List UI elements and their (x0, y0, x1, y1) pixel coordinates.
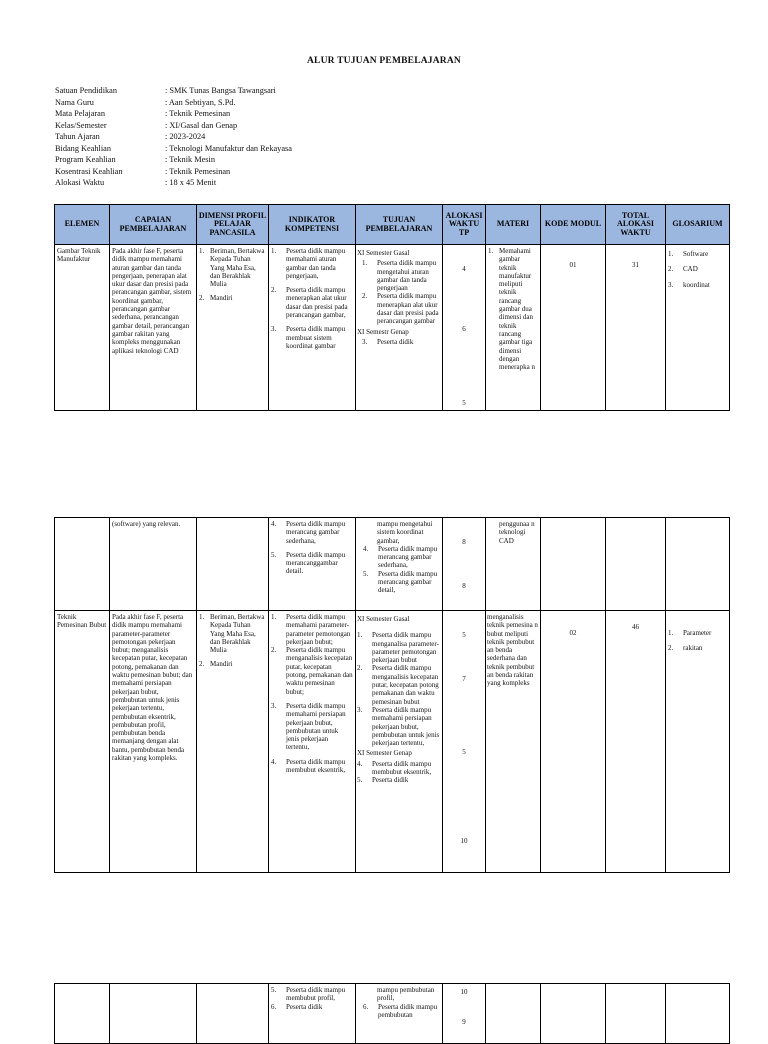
cell-kode (541, 984, 606, 1044)
meta-row (55, 131, 292, 143)
cell-alokasi (443, 245, 486, 411)
cell-glosarium (666, 245, 730, 411)
cell-capaian: Pada akhir fase F, peserta didik mampu memahami parameter-parameter pemotongan pekerjaan bubut; menganalisis kecepatan putar, kecepatan potong, pemakanan dan waktu pemesinan bubut; dan memahami persiapan pekerjaan bubut, pembubutan untuk jenis pekerjaan tertentu, pembubutan eksentrik, pembubutan profil, pembubutan benda memanjang dengan alat bantu, pembubutan benda rakitan yang kompleks. (110, 611, 197, 873)
meta-row (55, 85, 292, 97)
meta-row (55, 108, 292, 120)
indikator-text: Peserta didik mampu membubut eksentrik, (286, 757, 346, 775)
table-row (55, 611, 730, 873)
alokasi-value: 5 (462, 748, 466, 756)
cell-indikator (269, 611, 356, 873)
cell-indikator (269, 984, 356, 1044)
dimensi-text: Mandiri (210, 294, 233, 303)
cell-tujuan (356, 518, 443, 611)
list-item: 6. Peserta didik (271, 1002, 323, 1011)
glosarium-text: Software (683, 250, 709, 258)
cell-glosarium (666, 611, 730, 873)
cell-tujuan (356, 611, 443, 873)
meta-label: Alokasi Waktu (55, 178, 105, 187)
header-glosarium: GLOSARIUM (666, 205, 730, 245)
header-capaian: CAPAIAN PEMBELAJARAN (110, 205, 197, 245)
indikator-text: Peserta didik mampu menerapkan alat ukur dasar dan presisi pada perancangan gambar, (286, 286, 348, 320)
semester-label: XI Semester Genap (357, 749, 412, 758)
meta-label: Bidang Keahlian (55, 143, 111, 153)
cell-materi (486, 984, 541, 1044)
table-row (55, 984, 730, 1044)
alokasi-value: 5 (462, 631, 466, 639)
dimensi-text: Beriman, Bertakwa Kepada Tuhan Yang Maha Esa, dan Berakhlak Mulia (210, 613, 265, 655)
alokasi-value: 9 (462, 1018, 466, 1026)
cell-elemen (55, 984, 110, 1044)
glosarium-text: CAD (683, 265, 698, 274)
document-title: ALUR TUJUAN PEMBELAJARAN (307, 56, 461, 66)
list-item: 1. Memahami gambar teknik manufaktur meliputi teknik rancang gambar dua dimensi dan teknik rancang gambar tiga dimensi dengan menerapka n (488, 247, 538, 371)
list-item: 1. Peserta didik mampu menganalisa parameter-parameter pemotongan pekerjaan bubut (357, 631, 439, 665)
alokasi-value: 10 (460, 988, 468, 996)
list-item: 1. Peserta didik mampu mengetahui aturan gambar dan tanda pengerjaan (357, 259, 440, 292)
alokasi-value: 8 (462, 538, 466, 546)
meta-value: : XI/Gasal dan Genap (165, 120, 238, 130)
meta-value: : Teknik Pemesinan (165, 109, 231, 118)
tujuan-text: Peserta didik mampu menganalisa parameter-parameter pemotongan pekerjaan bubut (372, 631, 439, 665)
header-kode: KODE MODUL (541, 205, 606, 245)
indikator-text: Peserta didik mampu memahami aturan gambar dan tanda pengerjaan, (286, 247, 346, 280)
dimensi-text: Mandiri (210, 660, 233, 669)
list-item: 1. Peserta didik mampu memahami parameter- parameter pemotongan pekerjaan bubut; (271, 613, 353, 646)
cell-alokasi (443, 984, 486, 1044)
cell-dimensi (197, 245, 269, 411)
indikator-text: Peserta didik mampu membubut profil, (286, 986, 346, 1003)
cell-total (606, 984, 666, 1044)
dimensi-text: Beriman, Bertakwa Kepada Tuhan Yang Maha Esa, dan Berakhlak Mulia (210, 247, 265, 289)
list-item: 3. Peserta didik mampu membuat sistem koordinat gambar (271, 325, 353, 350)
indikator-text: Peserta didik mampu merancang gambar sederhana, (286, 520, 346, 545)
list-item: 2. Peserta didik mampu menerapkan alat ukur dasar dan presisi pada perancangan gambar, (271, 286, 353, 319)
table-row (55, 245, 730, 411)
cell-dimensi (197, 611, 269, 873)
tujuan-text: Peserta didik mampu pembubutan (378, 1002, 438, 1019)
cell-kode: 02 (541, 611, 606, 873)
list-item: 1. Beriman, Bertakwa Kepada Tuhan Yang Maha Esa, dan Berakhlak Mulia (199, 613, 265, 655)
header-alokasi: ALOKASI WAKTU TP (443, 205, 486, 245)
list-item: 2. Peserta didik mampu menerapkan alat ukur dasar dan presisi pada perancangan gambar (362, 292, 439, 326)
cell-capaian: Pada akhir fase F, peserta didik mampu memahami aturan gambar dan tanda pengerjaan, penerapan alat ukur dasar dan presisi pada perancangan gambar, sistem koordinat gambar, perancangan gambar sederhana, perancangan gambar detail, perancangan gambar rakitan yang kompleks menggunakan aplikasi teknologi CAD (110, 245, 197, 411)
list-item: 2. Peserta didik mampu menganalisis kecepatan putar, kecepatan potong pemakanan dan waktu pemesinan bubut (357, 664, 439, 706)
cell-glosarium (666, 984, 730, 1044)
learning-path-table-continued (54, 517, 730, 873)
meta-label: Satuan Pendidikan (55, 86, 117, 95)
cell-dimensi (197, 518, 269, 611)
learning-path-table-page3 (54, 983, 730, 1044)
materi-text: Memahami gambar teknik manufaktur meliputi teknik rancang gambar dua dimensi dan teknik rancang gambar tiga dimensi dengan menerapka n (499, 247, 535, 372)
header-elemen: ELEMEN (55, 205, 110, 245)
glosarium-text: rakitan (683, 644, 703, 653)
list-item: 3. koordinat (668, 280, 710, 289)
cell-elemen: Teknik Pemesinan Bubut (55, 611, 110, 873)
header-materi: MATERI (486, 205, 541, 245)
tujuan-text: mampu pembubutan profil, (377, 986, 435, 1003)
list-item: 6. Peserta didik mampu pembubutan (358, 1003, 440, 1020)
semester-label: XI Semester Gasal (357, 615, 410, 623)
meta-row (55, 177, 292, 189)
cell-kode: 01 (541, 245, 606, 411)
meta-value: : Teknik Pemesinan (165, 166, 231, 176)
cell-indikator (269, 245, 356, 411)
list-item: 1. Beriman, Bertakwa Kepada Tuhan Yang Maha Esa, dan Berakhlak Mulia (199, 247, 265, 289)
tujuan-text: mampu mengetahui sistem koordinat gambar, (377, 520, 433, 545)
cell-kode (541, 518, 606, 611)
list-item: 1. Peserta didik mampu memahami aturan gambar dan tanda pengerjaan, (271, 247, 353, 280)
tujuan-text: Peserta didik mampu memahami persiapan pekerjaan bubut, pembubutan untuk jenis pekerjaan tertentu, (372, 705, 440, 748)
list-item: 3. Peserta didik (362, 337, 414, 346)
meta-row (55, 143, 292, 155)
indikator-text: Peserta didik mampu membuat sistem koordinat gambar (286, 325, 346, 350)
tujuan-text: Peserta didik mampu menganalisis kecepatan putar, kecepatan potong pemakanan dan waktu pemesinan bubut (372, 664, 439, 706)
cell-total: 46 (606, 611, 666, 873)
list-item: 2. Mandiri (199, 660, 233, 669)
alokasi-value: 10 (460, 837, 468, 845)
list-item: 3. Peserta didik mampu memahami persiapan pekerjaan bubut, pembubutan untuk jenis pekerjaan tertentu, (271, 702, 353, 752)
cell-materi (486, 245, 541, 411)
learning-path-table (54, 204, 730, 411)
list-item: 1. Software (668, 250, 709, 258)
header-total: TOTAL ALOKASI WAKTU (606, 205, 666, 245)
meta-value: : Aan Sebtiyan, S.Pd. (165, 97, 236, 107)
cell-tujuan (356, 984, 443, 1044)
header-indikator: INDIKATOR KOMPETENSI (269, 205, 356, 245)
header-dimensi: DIMENSI PROFIL PELAJAR PANCASILA (197, 205, 269, 245)
list-item: 3. Peserta didik mampu memahami persiapan pekerjaan bubut, pembubutan untuk jenis pekerjaan tertentu, (357, 705, 440, 748)
meta-label: Nama Guru (55, 97, 94, 107)
list-item: 4. Peserta didik mampu merancang gambar sederhana, (271, 520, 353, 545)
cell-alokasi (443, 518, 486, 611)
alokasi-value: 8 (462, 582, 466, 590)
meta-value: : SMK Tunas Bangsa Tawangsari (165, 86, 276, 95)
cell-elemen: Gambar Teknik Manufaktur (55, 245, 110, 411)
header-tujuan: TUJUAN PEMBELAJARAN (356, 205, 443, 245)
cell-elemen (55, 518, 110, 611)
cell-tujuan (356, 245, 443, 411)
meta-row (55, 97, 292, 109)
list-item: 1. Parameter (668, 629, 712, 637)
alokasi-value: 6 (462, 325, 466, 333)
meta-row (55, 120, 292, 132)
tujuan-text: Peserta didik mampu menerapkan alat ukur dasar dan presisi pada perancangan gambar (377, 292, 439, 326)
list-item: 5. Peserta didik mampu membubut profil, (271, 986, 353, 1003)
alokasi-value: 5 (462, 399, 466, 407)
cell-glosarium (666, 518, 730, 611)
meta-label: Kosentrasi Keahlian (55, 166, 123, 176)
cell-dimensi (197, 984, 269, 1044)
tujuan-text: Peserta didik mampu merancang gambar sederhana, (378, 544, 438, 570)
indikator-text: Peserta didik mampu merancanggambar detail. (286, 550, 346, 576)
list-item: 2. CAD (668, 265, 698, 274)
list-item: 2. rakitan (668, 644, 703, 653)
meta-value: : 2023-2024 (165, 132, 206, 141)
meta-value: : 18 x 45 Menit (165, 178, 217, 187)
list-item: 5. Peserta didik (357, 776, 409, 785)
glosarium-text: Parameter (683, 629, 712, 637)
document-meta (55, 85, 292, 189)
cell-capaian (110, 984, 197, 1044)
meta-label: Tahun Ajaran (55, 132, 100, 141)
tujuan-text: Peserta didik mampu merancang gambar detail, (378, 569, 438, 595)
alokasi-value: 4 (462, 265, 466, 273)
meta-label: Program Keahlian (55, 155, 116, 164)
list-item: 4. Peserta didik mampu merancang gambar sederhana, (358, 545, 440, 570)
alokasi-value: 7 (462, 675, 466, 683)
tujuan-text: Peserta didik (372, 776, 409, 785)
cell-total: 31 (606, 245, 666, 411)
cell-materi (486, 518, 541, 611)
meta-value: : Teknik Mesin (165, 155, 215, 164)
glosarium-text: koordinat (683, 280, 710, 289)
materi-text: penggunaa n teknologi CAD (499, 520, 535, 545)
meta-value: : Teknologi Manufaktur dan Rekayasa (165, 143, 292, 153)
list-item: 2. Peserta didik mampu menganalisis kecepatan putar, kecepatan potong, pemakanan dan waktu pemesinan bubut; (271, 646, 353, 696)
tujuan-text: Peserta didik mampu membubut eksentrik, (372, 759, 432, 777)
list-item: 5. Peserta didik mampu merancang gambar detail, (358, 570, 440, 595)
cell-capaian: (software) yang relevan. (110, 518, 197, 611)
cell-indikator (269, 518, 356, 611)
meta-row (55, 166, 292, 178)
indikator-text: Peserta didik (286, 1002, 323, 1011)
semester-label: XI Semestr Genap (357, 327, 409, 336)
list-item: 2. Mandiri (199, 294, 233, 303)
indikator-text: Peserta didik mampu memahami parameter- parameter pemotongan pekerjaan bubut; (286, 613, 351, 646)
materi-text: menganalisis teknik pemesina n bubut meliputi teknik pembubut an benda sederhana dan teknik pembubut an benda rakitan yang kompleks (487, 613, 538, 688)
list-item: 4. Peserta didik mampu membubut eksentrik, (271, 758, 353, 775)
cell-materi (486, 611, 541, 873)
semester-label: XI Semester Gasal (357, 249, 410, 257)
tujuan-text: Peserta didik mampu mengetahui aturan gambar dan tanda pengerjaan (377, 259, 437, 293)
indikator-text: Peserta didik mampu memahami persiapan pekerjaan bubut, pembubutan untuk jenis pekerjaan tertentu, (286, 701, 346, 752)
list-item: 5. Peserta didik mampu merancanggambar detail. (271, 551, 353, 576)
meta-label: Kelas/Semester (55, 120, 107, 130)
tujuan-text: Peserta didik (377, 337, 414, 346)
list-item: 4. Peserta didik mampu membubut eksentrik, (357, 760, 440, 777)
indikator-text: Peserta didik mampu menganalisis kecepatan putar, kecepatan potong, pemakanan dan waktu pemesinan bubut; (286, 646, 353, 696)
cell-alokasi (443, 611, 486, 873)
meta-row (55, 154, 292, 166)
meta-label: Mata Pelajaran (55, 109, 105, 118)
table-row (55, 518, 730, 611)
table-header-row (55, 205, 730, 245)
cell-total (606, 518, 666, 611)
